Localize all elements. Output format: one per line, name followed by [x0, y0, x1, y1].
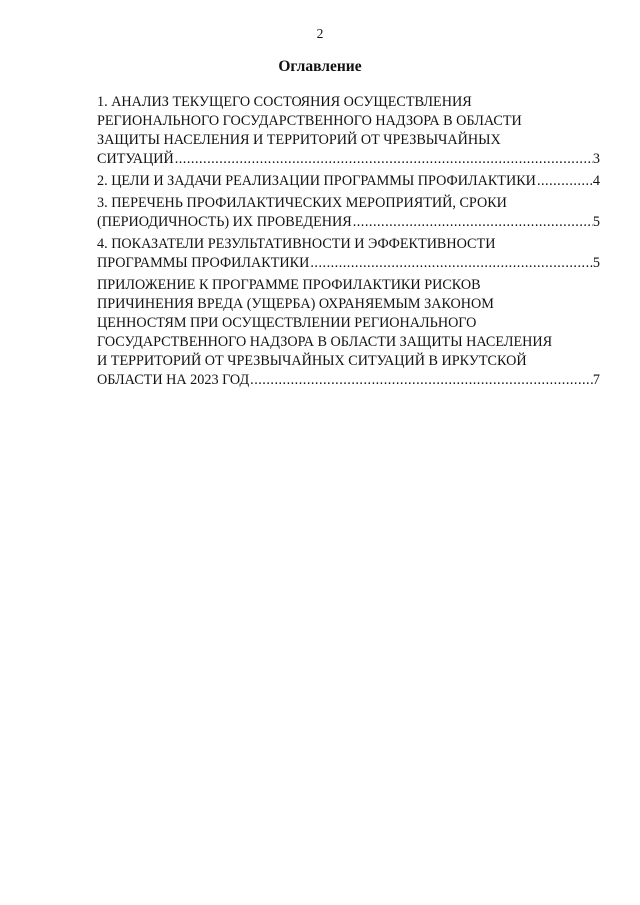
toc-entry-line: (ПЕРИОДИЧНОСТЬ) ИХ ПРОВЕДЕНИЯ	[97, 214, 352, 230]
toc-entry-line: ПРИЧИНЕНИЯ ВРЕДА (УЩЕРБА) ОХРАНЯЕМЫМ ЗАКОНОМ	[97, 296, 494, 312]
toc-entry-line: 3. ПЕРЕЧЕНЬ ПРОФИЛАКТИЧЕСКИХ МЕРОПРИЯТИЙ, СРОКИ	[97, 195, 507, 211]
toc-page-ref: 5	[592, 255, 600, 271]
toc-entry-line: ПРОГРАММЫ ПРОФИЛАКТИКИ	[97, 255, 310, 271]
toc-entry-1[interactable]	[97, 93, 600, 169]
toc-entry-line: 4. ПОКАЗАТЕЛИ РЕЗУЛЬТАТИВНОСТИ И ЭФФЕКТИВНОСТИ	[97, 236, 496, 252]
toc-entry-3[interactable]	[97, 194, 600, 232]
toc-entry-4[interactable]	[97, 235, 600, 273]
toc-page-ref: 4	[592, 173, 600, 189]
toc-entry-appendix[interactable]	[97, 276, 600, 390]
toc-entry-line: ПРИЛОЖЕНИЕ К ПРОГРАММЕ ПРОФИЛАКТИКИ РИСКОВ	[97, 277, 481, 293]
toc-page-ref: 3	[592, 151, 600, 167]
dot-leader	[249, 371, 593, 390]
toc-entry-line: ЦЕННОСТЯМ ПРИ ОСУЩЕСТВЛЕНИИ РЕГИОНАЛЬНОГО	[97, 315, 477, 331]
toc-entry-line: ЗАЩИТЫ НАСЕЛЕНИЯ И ТЕРРИТОРИЙ ОТ ЧРЕЗВЫЧАЙНЫХ	[97, 132, 501, 148]
table-of-contents	[97, 93, 600, 393]
toc-entry-line: ГОСУДАРСТВЕННОГО НАДЗОРА В ОБЛАСТИ ЗАЩИТЫ НАСЕЛЕНИЯ	[97, 334, 553, 350]
toc-entry-line: ОБЛАСТИ НА 2023 ГОД	[97, 372, 250, 388]
toc-entry-line: 2. ЦЕЛИ И ЗАДАЧИ РЕАЛИЗАЦИИ ПРОГРАММЫ ПРОФИЛАКТИКИ	[97, 173, 536, 189]
dot-leader	[174, 150, 593, 169]
page-number: 2	[316, 26, 324, 41]
toc-title: Оглавление	[278, 58, 362, 75]
toc-page-ref: 7	[592, 372, 600, 388]
toc-entry-line: РЕГИОНАЛЬНОГО ГОСУДАРСТВЕННОГО НАДЗОРА В ОБЛАСТИ	[97, 113, 522, 129]
dot-leader	[309, 254, 593, 273]
dot-leader	[536, 172, 593, 191]
toc-entry-line: И ТЕРРИТОРИЙ ОТ ЧРЕЗВЫЧАЙНЫХ СИТУАЦИЙ В ИРКУТСКОЙ	[97, 353, 527, 369]
toc-entry-line: 1. АНАЛИЗ ТЕКУЩЕГО СОСТОЯНИЯ ОСУЩЕСТВЛЕНИЯ	[97, 94, 472, 110]
toc-entry-2[interactable]	[97, 172, 600, 191]
toc-page-ref: 5	[592, 214, 600, 230]
toc-entry-line: СИТУАЦИЙ	[97, 151, 174, 167]
dot-leader	[352, 213, 593, 232]
